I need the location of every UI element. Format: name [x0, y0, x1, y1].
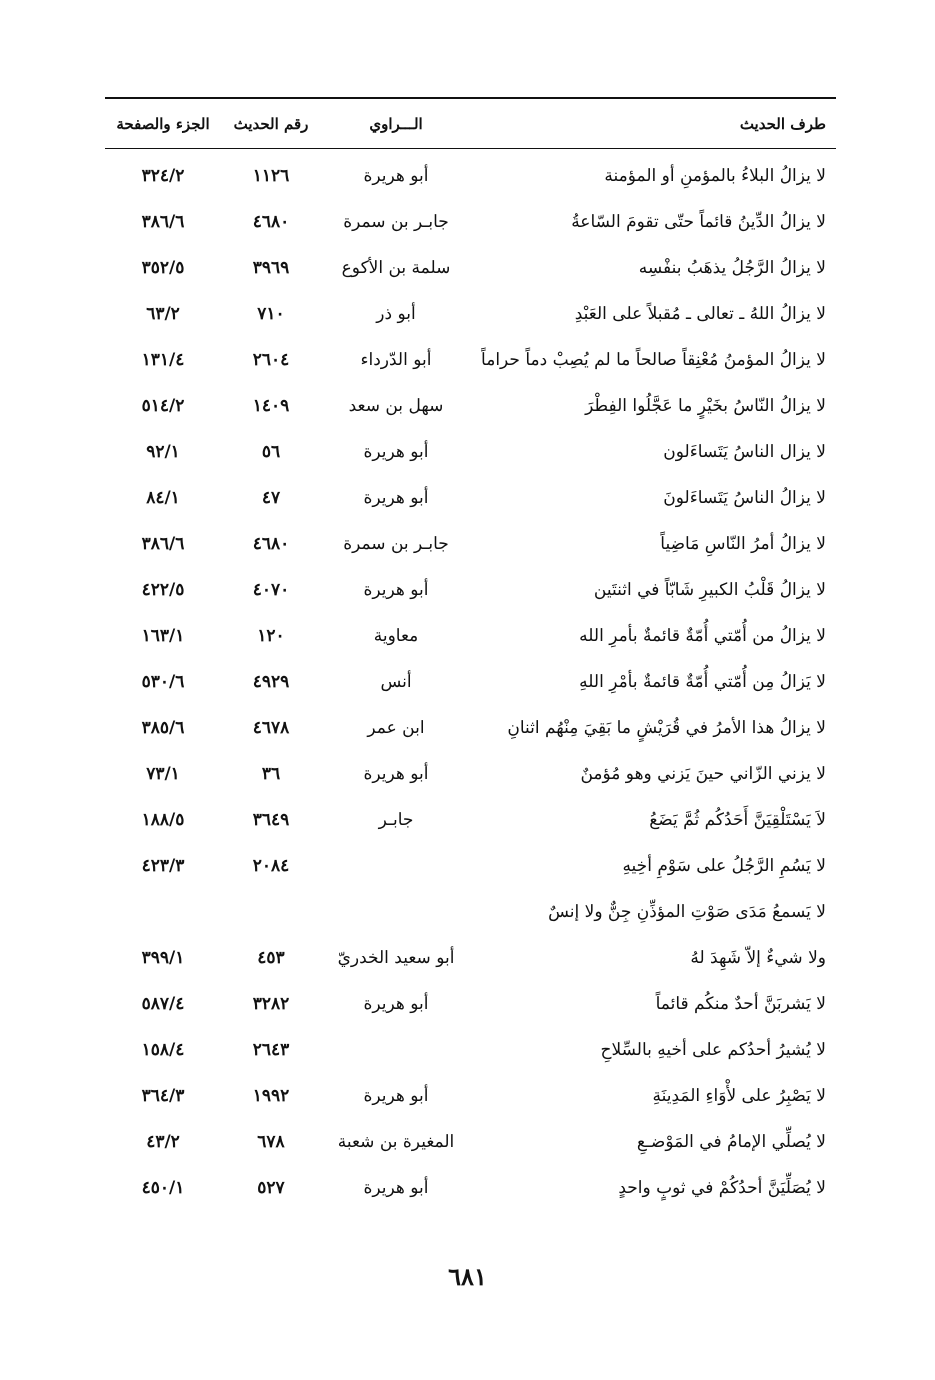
table-row: [105, 521, 836, 567]
table-row: [105, 475, 836, 521]
volume-page: ٣٨٥/٦: [141, 718, 185, 738]
table-row: [105, 751, 836, 797]
volume-page: ١٦٣/١: [141, 626, 185, 646]
hadith-text: لا يزالُ الناسُ يَتَساءَلونَ: [663, 488, 826, 508]
narrator: أبو الدّرداء: [360, 350, 432, 370]
hadith-text: لا يزالُ أمرُ النّاسِ مَاضِياً: [660, 534, 826, 554]
hadith-number: ٥٦: [261, 442, 281, 462]
table-row: [105, 1165, 836, 1211]
hadith-number: ١٤٠٩: [252, 396, 290, 416]
hadith-number: ٤٥٣: [257, 948, 285, 968]
table-row: [105, 705, 836, 751]
hadith-number: ٢٠٨٤: [252, 856, 290, 876]
hadith-number: ٤٦٨٠: [252, 212, 290, 232]
volume-page: ٧٣/١: [146, 764, 180, 784]
hadith-text: لا يَصْبِرُ على لأْوَاءِ المَدِينَةِ: [652, 1086, 826, 1106]
hadith-number: ٢٦٠٤: [252, 350, 290, 370]
volume-page: ٥٣٠/٦: [141, 672, 185, 692]
volume-page: ٥١٤/٢: [141, 396, 185, 416]
hadith-text: لا يَزالُ مِن أُمّتي أُمّةٌ قائمةٌ بأمْرِ اللهِ: [579, 672, 826, 692]
narrator: أبو هريرة: [363, 764, 429, 784]
table-row: [105, 981, 836, 1027]
narrator: أبو هريرة: [363, 994, 429, 1014]
table-row: [105, 383, 836, 429]
volume-page: ١٥٨/٤: [141, 1040, 185, 1060]
narrator: أبو هريرة: [363, 1178, 429, 1198]
narrator: أبو ذر: [376, 304, 416, 324]
narrator: سلمة بن الأكوع: [341, 258, 451, 278]
hadith-number: [221, 889, 321, 935]
volume-page: ٣٨٦/٦: [141, 212, 185, 232]
hadith-number: ١٩٩٢: [252, 1086, 290, 1106]
volume-page: ٣٩٩/١: [141, 948, 185, 968]
hadith-text: لاَ يَسْتَلْقِيَنَّ أَحَدُكُم ثُمَّ يَضَعُ: [649, 810, 826, 830]
narrator: معاوية: [373, 626, 419, 646]
table-row: [105, 613, 836, 659]
narrator: ابن عمر: [367, 718, 425, 738]
volume-page: ٣٢٤/٢: [141, 166, 185, 186]
table-row: [105, 291, 836, 337]
table-row: [105, 843, 836, 889]
narrator: [321, 843, 471, 889]
hadith-index-table: [105, 99, 836, 1211]
hadith-text: لا يَشربَنَّ أحدٌ منكُم قائماً: [655, 994, 826, 1014]
hadith-text: لا يزالُ النّاسُ بخَيْرٍ ما عَجَّلُوا الفِطْرَ: [585, 396, 826, 416]
hadith-text: لا يَسُمِ الرَّجُلُ على سَوْمِ أخِيهِ: [622, 856, 826, 876]
volume-page: ٣٦٤/٣: [141, 1086, 185, 1106]
hadith-text: لا يَسمعُ مَدَى صَوْتِ المؤذِّنِ جِنٌّ ولا إنسٌ: [548, 902, 826, 922]
page-number: ٦٨١: [448, 1262, 487, 1291]
table-row: [105, 659, 836, 705]
narrator: جابـر: [378, 810, 414, 830]
hadith-number: ٧١٠: [257, 304, 285, 324]
hadith-text: لا يزالُ قَلْبُ الكبيرِ شَابّاً في اثنتَين: [593, 580, 826, 600]
table-row: [105, 1027, 836, 1073]
hadith-number: ٥٢٧: [257, 1178, 285, 1198]
hadith-number: ١١٢٦: [252, 166, 290, 186]
table-row: [105, 797, 836, 843]
narrator: أبو هريرة: [363, 580, 429, 600]
narrator: [321, 1027, 471, 1073]
table-header: [105, 99, 836, 149]
hadith-number: ١٢٠: [257, 626, 285, 646]
volume-page: ٩٢/١: [146, 442, 180, 462]
volume-page: ٦٣/٢: [146, 304, 180, 324]
volume-page: ٣٨٦/٦: [141, 534, 185, 554]
narrator: أبو هريرة: [363, 442, 429, 462]
narrator: المغيرة بن شعبة: [337, 1132, 455, 1152]
hadith-text: لا يزني الزّاني حينَ يَزني وهو مُؤمنٌ: [580, 764, 826, 784]
volume-page: ٤٢٣/٣: [141, 856, 185, 876]
table-row: [105, 1073, 836, 1119]
narrator: أنس: [380, 672, 412, 692]
table-row: [105, 1119, 836, 1165]
volume-page: ٨٤/١: [146, 488, 180, 508]
hadith-number: ٤٠٧٠: [252, 580, 290, 600]
hadith-number: ٣٦: [261, 764, 281, 784]
hadith-number: ٣٦٤٩: [252, 810, 290, 830]
volume-page: ٤٥٠/١: [141, 1178, 185, 1198]
hadith-number: ٤٦٧٨: [252, 718, 290, 738]
hadith-text: ولا شيءٌ إلاّ شَهِدَ لهُ: [690, 948, 826, 968]
hadith-number: ٤٧: [261, 488, 281, 508]
table-row: [105, 245, 836, 291]
hadith-text: لا يُشيرُ أحدُكم على أخيهِ بالسِّلاحِ: [600, 1040, 826, 1060]
header-hadith: طرف الحديث: [739, 114, 826, 133]
hadith-text: لا يزالُ من أُمّتي أُمّةٌ قائمةٌ بأمرِ الله: [579, 626, 826, 646]
hadith-number: ٣٢٨٢: [252, 994, 290, 1014]
hadith-text: لا يزالُ البلاءُ بالمؤمنِ أو المؤمنة: [604, 166, 826, 186]
volume-page: ٤٣/٢: [146, 1132, 180, 1152]
hadith-text: لا يزالُ المؤمنُ مُعْنِقاً صالحاً ما لم يُصِبْ دماً حراماً: [481, 350, 826, 370]
volume-page: ٤٢٢/٥: [141, 580, 185, 600]
table-row: [105, 935, 836, 981]
narrator: أبو هريرة: [363, 488, 429, 508]
table-row: [105, 199, 836, 245]
narrator: جابـر بن سمرة: [343, 212, 449, 232]
hadith-number: ٣٩٦٩: [252, 258, 290, 278]
table-row: [105, 429, 836, 475]
hadith-text: لا يزالُ اللهُ ـ تعالى ـ مُقبلاً على العَبْدِ: [574, 304, 826, 324]
narrator: أبو هريرة: [363, 166, 429, 186]
volume-page: [105, 889, 221, 935]
narrator: أبو سعيد الخدريّ: [337, 948, 455, 968]
narrator: سهل بن سعد: [348, 396, 444, 416]
table-row: [105, 153, 836, 199]
hadith-text: لا يزال الناسُ يَتَساءَلون: [663, 442, 826, 462]
header-ref: الجزء والصفحة: [116, 114, 210, 133]
table-row: [105, 889, 836, 935]
narrator: جابـر بن سمرة: [343, 534, 449, 554]
hadith-number: ٤٩٢٩: [252, 672, 290, 692]
table-row: [105, 567, 836, 613]
hadith-number: ٢٦٤٣: [252, 1040, 290, 1060]
header-number: رقم الحديث: [233, 114, 309, 133]
narrator: [321, 889, 471, 935]
hadith-text: لا يزالُ الرَّجُلُ يذهَبُ بنفْسِه: [638, 258, 826, 278]
hadith-number: ٤٦٨٠: [252, 534, 290, 554]
hadith-text: لا يُصَلِّيَنَّ أحدُكُمْ في ثوبٍ واحدٍ: [618, 1178, 826, 1198]
hadith-text: لا يزالُ الدِّينُ قائماً حتّى تقومَ السّاعةُ: [571, 212, 826, 232]
hadith-number: ٦٧٨: [257, 1132, 285, 1152]
hadith-text: لا يزالُ هذا الأمرُ في قُرَيْشٍ ما بَقِيَ مِنْهُم اثنانِ: [507, 718, 826, 738]
volume-page: ١٨٨/٥: [141, 810, 185, 830]
volume-page: ٣٥٢/٥: [141, 258, 185, 278]
hadith-text: لا يُصلِّي الإمامُ في المَوْضـعِ: [636, 1132, 826, 1152]
header-narrator: الـــراوي: [369, 114, 423, 133]
volume-page: ٥٨٧/٤: [141, 994, 185, 1014]
volume-page: ١٣١/٤: [141, 350, 185, 370]
table-row: [105, 337, 836, 383]
narrator: أبو هريرة: [363, 1086, 429, 1106]
